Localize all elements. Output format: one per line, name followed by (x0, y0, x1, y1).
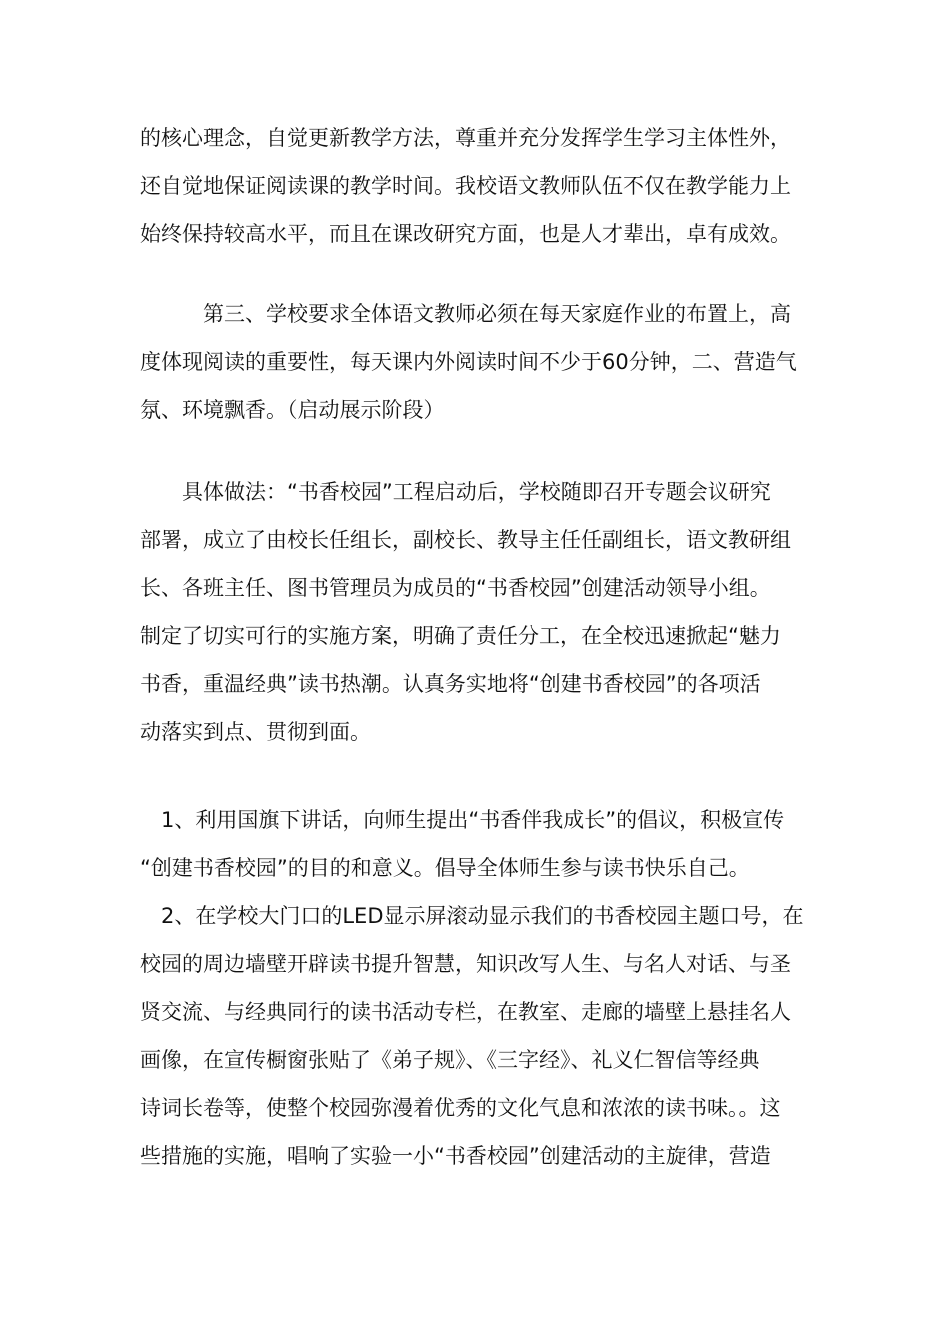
text-line: “创建书香校园”的目的和意义。倡导全体师生参与读书快乐自己。 (140, 856, 750, 880)
text-line: 部署，成立了由校长任组长，副校长、教导主任任副组长，语文教研组 (140, 528, 791, 552)
text-line: 始终保持较高水平，而且在课改研究方面，也是人才辈出，卓有成效。 (140, 222, 791, 246)
text-line: 1、利用国旗下讲话，向师生提出“书香伴我成长”的倡议，积极宣传 (140, 808, 785, 832)
text-line: 长、各班主任、图书管理员为成员的“书香校园”创建活动领导小组。 (140, 576, 771, 600)
text-line: 度体现阅读的重要性，每天课内外阅读时间不少于60分钟，二、营造气 (140, 350, 797, 374)
text-line: 诗词长卷等，使整个校园弥漫着优秀的文化气息和浓浓的读书味。。这 (140, 1096, 781, 1120)
text-line: 第三、学校要求全体语文教师必须在每天家庭作业的布置上，高 (140, 302, 791, 326)
text-line: 贤交流、与经典同行的读书活动专栏，在教室、走廊的墙壁上悬挂名人 (140, 1000, 791, 1024)
text-line: 的核心理念，自觉更新教学方法，尊重并充分发挥学生学习主体性外， (140, 126, 791, 150)
text-line: 制定了切实可行的实施方案，明确了责任分工，在全校迅速掀起“魅力 (140, 624, 781, 648)
text-line: 些措施的实施，唱响了实验一小“书香校园”创建活动的主旋律，营造 (140, 1144, 771, 1168)
text-line: 动落实到点、贯彻到面。 (140, 720, 371, 744)
text-line: 书香，重温经典”读书热潮。认真务实地将“创建书香校园”的各项活 (140, 672, 761, 696)
text-line: 具体做法：“书香校园”工程启动后，学校随即召开专题会议研究 (140, 480, 771, 504)
text-line: 还自觉地保证阅读课的教学时间。我校语文教师队伍不仅在教学能力上 (140, 174, 791, 198)
text-line: 氛、环境飘香。（启动展示阶段） (140, 398, 445, 422)
text-line: 2、在学校大门口的LED显示屏滚动显示我们的书香校园主题口号，在 (140, 904, 804, 928)
text-line: 画像，在宣传橱窗张贴了《弟子规》、《三字经》、礼义仁智信等经典 (140, 1048, 760, 1072)
text-line: 校园的周边墙壁开辟读书提升智慧，知识改写人生、与名人对话、与圣 (140, 952, 791, 976)
